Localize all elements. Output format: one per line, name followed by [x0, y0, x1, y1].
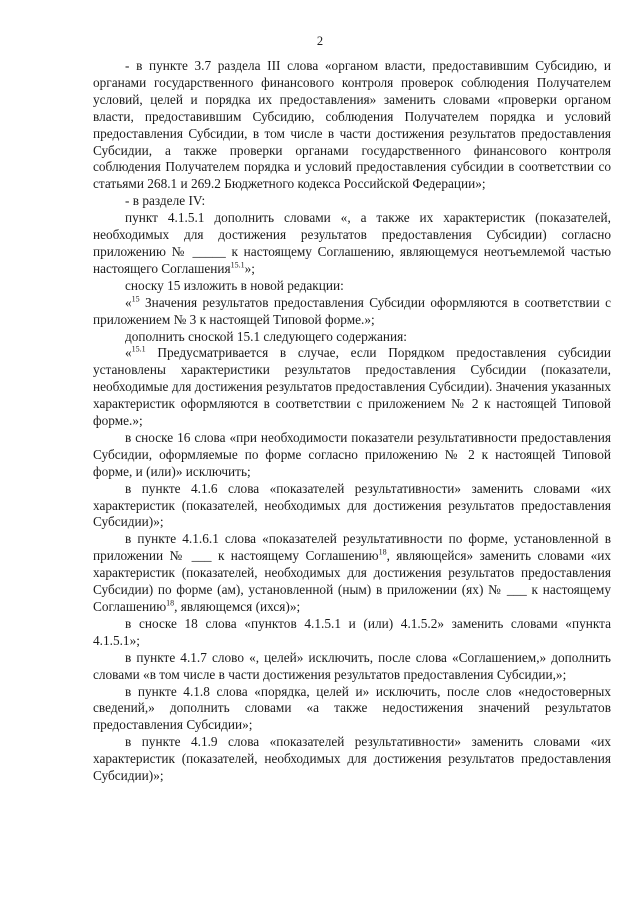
- paragraph-text: - в разделе IV:: [125, 193, 206, 209]
- paragraph-text: Предусматривается в случае, если Порядком предоставления субсидии установлены характеристики результатов предоставления Субсидии (показатели, необходимые для достижения результатов предоставления Субсидии). Значения указанных характеристик оформляются в соответствии с приложением № 2 к настоящей Типовой форме.»;: [93, 345, 611, 429]
- paragraph-text: в пункте 4.1.7 слово «, целей» исключить, после слова «Соглашением,» дополнить словами «в том числе в части достижения результатов предоставления Субсидии,»;: [93, 649, 611, 682]
- paragraph-text: »;: [244, 260, 255, 276]
- paragraph: [93, 193, 611, 210]
- document-body: [93, 58, 611, 785]
- footnote-reference: 18: [378, 547, 387, 557]
- paragraph: [93, 734, 611, 785]
- paragraph: [93, 650, 611, 684]
- paragraph-text: , являющейся» заменить словами «их характеристик (показателей, необходимых для достижения результатов предоставления Субсидии) по форме (ам), установленной (ным) в приложении (ях) № ___ к настоящему Соглашению: [93, 548, 611, 614]
- paragraph: [93, 295, 611, 329]
- paragraph-text: Значения результатов предоставления Субсидии оформляются в соответствии с приложением № 3 к настоящей Типовой форме.»;: [93, 294, 611, 327]
- paragraph-text: пункт 4.1.5.1 дополнить словами «, а также их характеристик (показателей, необходимых для достижения результатов предоставления Субсидии) согласно приложению № _____ к настоящему Соглашению, являющемуся неотъемлемой частью настоящего Соглашения: [93, 210, 611, 276]
- paragraph-text: сноску 15 изложить в новой редакции:: [125, 277, 344, 293]
- paragraph: [93, 345, 611, 430]
- paragraph-text: дополнить сноской 15.1 следующего содержания:: [125, 328, 407, 344]
- footnote-reference: 15: [131, 294, 140, 304]
- paragraph-text: в пункте 4.1.8 слова «порядка, целей и» исключить, после слов «недостоверных сведений,» дополнить словами «а также недостижения значений результатов предоставления Субсидии»;: [93, 683, 611, 733]
- paragraph: [93, 210, 611, 278]
- footnote-reference: 15.1: [230, 260, 245, 270]
- paragraph-text: , являющемся (ихся)»;: [174, 599, 301, 614]
- paragraph: [93, 481, 611, 532]
- paragraph-text: в пункте 4.1.9 слова «показателей результативности» заменить словами «их характеристик (показателей, необходимых для достижения результатов предоставления Субсидии)»;: [93, 734, 611, 784]
- footnote-reference: 18: [166, 598, 175, 608]
- paragraph-text: в сноске 16 слова «при необходимости показатели результативности предоставления Субсидии, оформляемые по форме согласно приложению № 2 к настоящей Типовой форме, и (или)» исключить;: [93, 429, 611, 479]
- paragraph-text: «: [125, 345, 132, 361]
- paragraph: [93, 531, 611, 616]
- footnote-reference: 15.1: [131, 344, 146, 354]
- paragraph-text: - в пункте 3.7 раздела III слова «органом власти, предоставившим Субсидию, и органами государственного финансового контроля проверок соблюдения Получателем условий, целей и порядка их предоставления» заменить словами «проверки органом власти, предоставившим Субсидию, соблюдения Получателем порядка и условий предоставления Субсидии, в том числе в части достижения результатов предоставления Субсидии, а также проверки органами государственного финансового контроля соблюдения Получателем порядка и условий предоставления субсидии в соответствии со статьями 268.1 и 269.2 Бюджетного кодекса Российской Федерации»;: [93, 58, 611, 192]
- paragraph: [93, 430, 611, 481]
- paragraph: [93, 329, 611, 346]
- paragraph-text: в пункте 4.1.6 слова «показателей результативности» заменить словами «их характеристик (показателей, необходимых для достижения результатов предоставления Субсидии)»;: [93, 480, 611, 530]
- paragraph: [93, 684, 611, 735]
- paragraph-text: в пункте 4.1.6.1 слова «показателей результативности по форме, установленной в приложении № ___ к настоящему Соглашению: [93, 531, 611, 564]
- paragraph: [93, 278, 611, 295]
- paragraph: [93, 616, 611, 650]
- paragraph: [93, 58, 611, 193]
- page-number: 2: [316, 34, 324, 48]
- paragraph-text: в сноске 18 слова «пунктов 4.1.5.1 и (или) 4.1.5.2» заменить словами «пункта 4.1.5.1»;: [93, 615, 611, 648]
- paragraph-text: «: [125, 294, 132, 310]
